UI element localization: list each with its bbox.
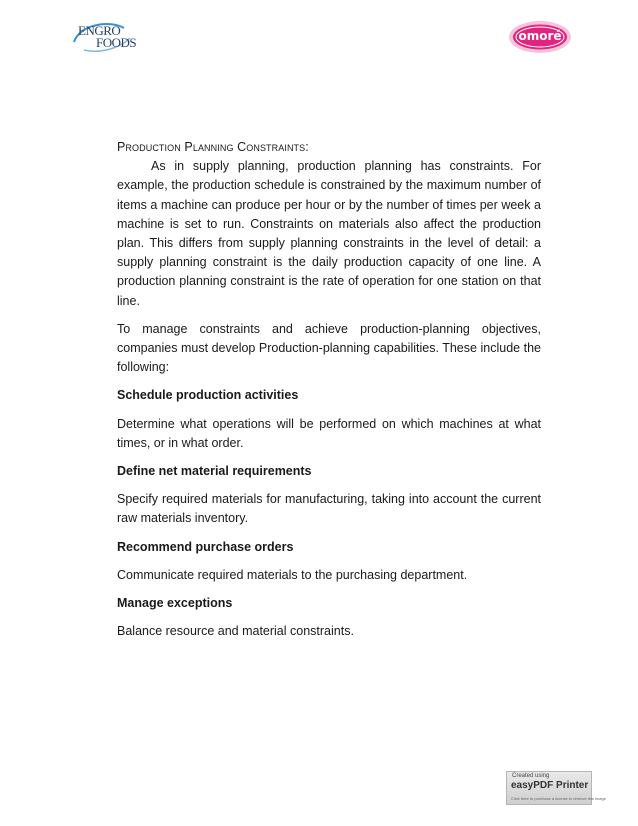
section-heading: Production Planning Constraints:: [117, 140, 309, 154]
intro-paragraph: As in supply planning, production planning has constraints. For example, the production schedule is constrained by the maximum number of items a machine can produce per hour or by the number of times per week a machine is set to run. Constraints on materials also affect the production plan. This differs from supply planning constraints in the level of detail: a supply planning constraint is the daily production capacity of one line. A production planning constraint is the rate of operation for one station on that line.: [117, 159, 541, 308]
main-content: [117, 138, 541, 641]
capability-title: Schedule production activities: [117, 388, 299, 403]
capability-title: Define net material requirements: [117, 464, 312, 479]
omore-logo-text: omoré: [518, 29, 562, 43]
capability-title: Manage exceptions: [117, 596, 233, 611]
watermark-purchase-link[interactable]: Click here to purchase a license to remove this image: [511, 796, 606, 801]
capability-title: Recommend purchase orders: [117, 539, 294, 554]
capability-text: Communicate required materials to the purchasing department.: [117, 567, 468, 582]
watermark-created-using: Created using: [512, 773, 550, 779]
capability-text: Determine what operations will be performed on which machines at what times, or in what order.: [117, 416, 541, 450]
foods-logo-text: FOODS: [96, 35, 137, 50]
omore-logo: [508, 20, 572, 54]
capability-text: Specify required materials for manufacturing, taking into account the current raw materials inventory.: [117, 492, 541, 526]
easypdf-watermark[interactable]: [506, 763, 606, 805]
engro-foods-logo: [70, 20, 140, 54]
watermark-product-name: easyPDF Printer: [511, 780, 589, 791]
capability-text: Balance resource and material constraints.: [117, 624, 354, 639]
engro-logo-text: ENGRO: [78, 23, 121, 38]
capabilities-intro-paragraph: To manage constraints and achieve production-planning objectives, companies must develop Production-planning capabilities. These include the following:: [117, 321, 541, 375]
